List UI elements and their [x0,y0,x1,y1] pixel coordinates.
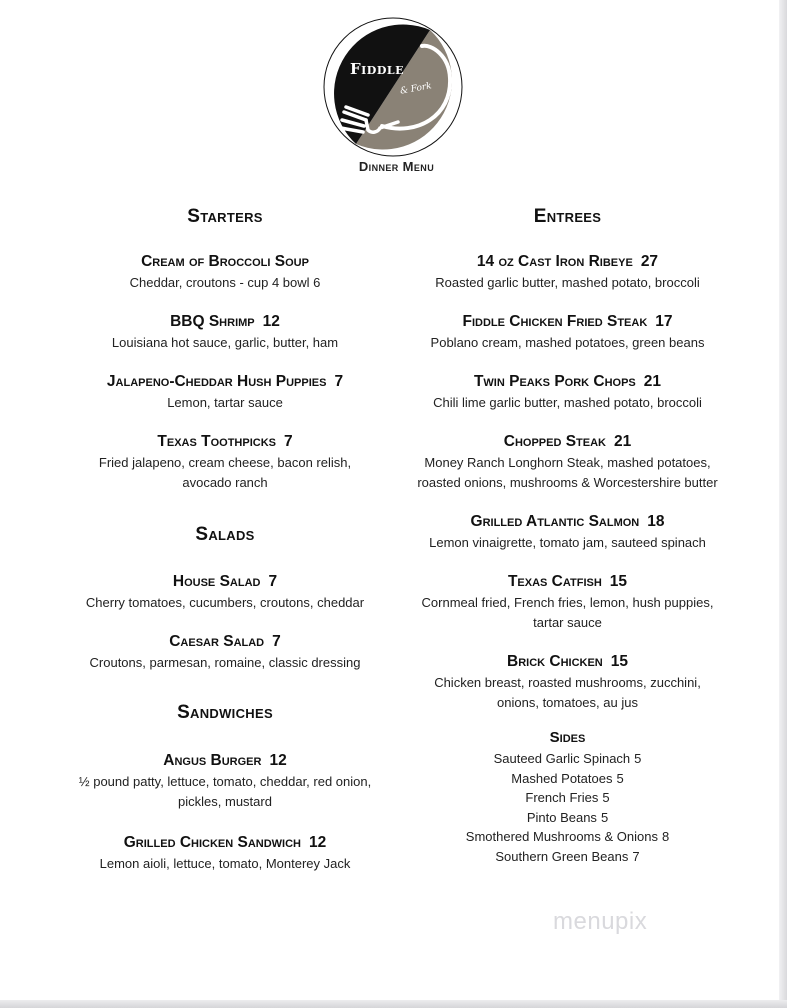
watermark: menupix [553,908,648,935]
item-price: 17 [655,313,673,330]
item-price: 12 [269,752,287,769]
menu-item [400,511,735,553]
item-name: BBQ Shrimp 12 [170,313,280,330]
item-description: Louisiana hot sauce, garlic, butter, ham [111,335,339,350]
section-heading: Entrees [533,206,602,227]
menu-item [50,251,400,293]
side-price: 5 [602,790,610,806]
section-starters [50,200,400,493]
item-name: Caesar Salad 7 [169,633,281,650]
fork-logo-icon [322,16,464,158]
side-item: French Fries 5 [525,790,610,806]
item-price: 12 [262,313,280,330]
item-description: Croutons, parmesan, romaine, classic dressing [89,655,361,670]
item-name: Texas Catfish 15 [507,573,628,590]
right-column [400,200,735,867]
item-name: Angus Burger 12 [163,752,287,769]
item-price: 7 [283,433,293,450]
menu-item [50,431,400,493]
section-salads [50,518,400,673]
item-name: Grilled Atlantic Salmon 18 [470,513,665,530]
item-name: Texas Toothpicks 7 [157,433,293,450]
item-name: Chopped Steak 21 [503,433,632,450]
logo-title: Fiddle [350,60,404,78]
item-description: Lemon aioli, lettuce, tomato, Monterey Jack [99,856,351,871]
menu-item [400,651,735,713]
menu-item [50,311,400,353]
section-heading: Sandwiches [177,702,273,723]
menu-item [400,571,735,633]
side-item: Sauteed Garlic Spinach 5 [493,751,642,766]
page-edge-right [779,0,787,1008]
item-name: Brick Chicken 15 [507,653,628,670]
item-price: 18 [647,513,665,530]
menu-item [50,832,400,874]
menu-item [50,750,400,812]
item-price: 7 [272,633,281,650]
item-price: 7 [334,373,344,390]
item-name: Fiddle Chicken Fried Steak 17 [462,313,673,330]
item-name: Jalapeno-Cheddar Hush Puppies 7 [106,373,344,390]
side-price: 5 [616,770,624,786]
item-price: 7 [268,573,278,590]
item-description: avocado ranch [182,475,268,490]
side-item: Smothered Mushrooms & Onions 8 [465,829,670,845]
item-description: tartar sauce [533,615,602,630]
item-description: pickles, mustard [178,794,272,809]
item-description: Lemon, tartar sauce [167,395,283,410]
item-description: Chili lime garlic butter, mashed potato, broccoli [433,395,702,410]
menu-item [50,571,400,613]
item-description: onions, tomatoes, au jus [497,695,638,710]
side-item: Southern Green Beans 7 [495,848,640,864]
item-description: roasted onions, mushrooms & Worcestershire butter [417,475,718,490]
menu-item [400,251,735,293]
side-price: 8 [661,829,670,845]
item-description: Chicken breast, roasted mushrooms, zucchini, [434,675,701,690]
side-item: Pinto Beans 5 [526,809,609,825]
section-heading: Salads [195,524,255,545]
item-description: Cherry tomatoes, cucumbers, croutons, cheddar [85,595,365,610]
item-price: 21 [643,373,662,390]
item-description: Cornmeal fried, French fries, lemon, hush puppies, [421,595,714,610]
section-sides [400,727,735,867]
item-description: Lemon vinaigrette, tomato jam, sauteed spinach [429,535,706,550]
logo-subtitle: & Fork [399,81,433,97]
item-price: 15 [610,653,628,670]
item-name: House Salad 7 [172,573,278,590]
item-price: 12 [309,834,327,851]
menu-item [50,631,400,673]
item-name: Twin Peaks Pork Chops 21 [473,373,662,390]
item-price: 15 [609,573,628,590]
section-heading: Starters [187,206,263,227]
side-item: Mashed Potatoes 5 [511,770,624,786]
item-description: Fried jalapeno, cream cheese, bacon relish, [98,455,352,470]
item-price: 21 [614,433,632,450]
menu-item [400,431,735,493]
menu-caption: Dinner Menu [358,159,435,174]
left-column [50,200,400,874]
side-price: 5 [600,809,609,825]
menu-item [50,371,400,413]
item-name: 14 oz Cast Iron Ribeye 27 [476,253,659,270]
sides-heading: Sides [549,729,586,746]
side-price: 5 [634,751,642,766]
menu-item [400,311,735,353]
item-description: ½ pound patty, lettuce, tomato, cheddar, red onion, [78,774,372,789]
item-name: Grilled Chicken Sandwich 12 [123,834,327,851]
section-sandwiches [50,696,400,874]
item-price: 27 [640,253,659,270]
side-price: 7 [632,848,640,864]
restaurant-logo [322,16,464,158]
page-edge-bottom [0,1000,787,1008]
item-description: Cheddar, croutons - cup 4 bowl 6 [129,275,321,290]
item-description: Roasted garlic butter, mashed potato, broccoli [435,275,700,290]
menu-item [400,371,735,413]
item-description: Poblano cream, mashed potatoes, green beans [430,335,705,350]
item-name: Cream of Broccoli Soup [141,253,309,270]
item-description: Money Ranch Longhorn Steak, mashed potatoes, [424,455,711,470]
